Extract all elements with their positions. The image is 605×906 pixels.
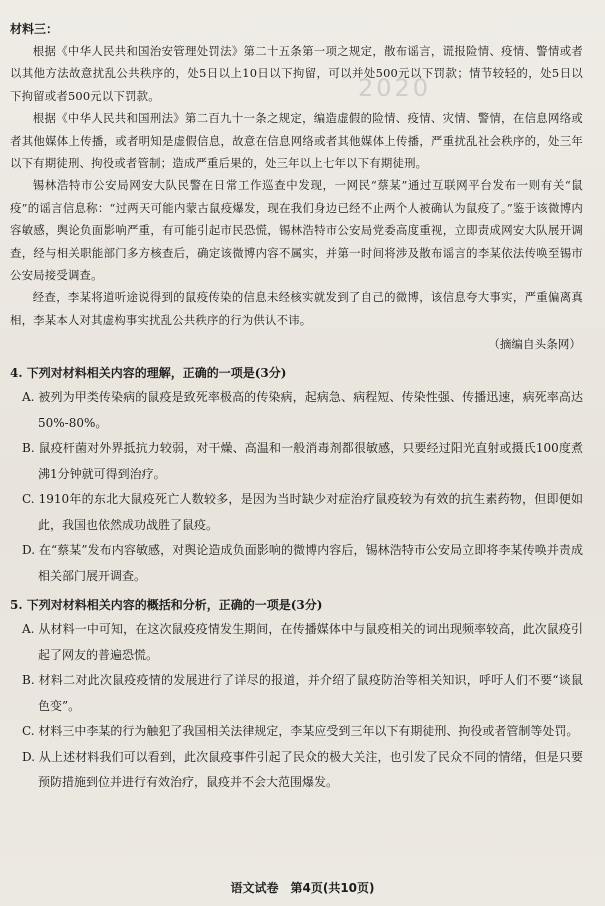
option-c: C. 1910年的东北大鼠疫死亡人数较多，是因为当时缺少对症治疗鼠疫较为有效的抗生素药物，但即便如此，我国也依然成功战胜了鼠疫。 xyxy=(22,492,583,532)
option-a: A. 从材料一中可知，在这次鼠疫疫情发生期间，在传播媒体中与鼠疫相关的词出现频率较高，此次鼠疫引起了网友的普遍恐慌。 xyxy=(22,622,583,662)
option-d: D. 在“蔡某”发布内容敏感，对舆论造成负面影响的微博内容后，锡林浩特市公安局立即将李某传唤并责成相关部门展开调查。 xyxy=(22,543,583,583)
question-stem: 4. 下列对材料相关内容的理解，正确的一项是(3分) xyxy=(10,366,287,381)
paragraph-criminal-law: 根据《中华人民共和国刑法》第二百九十一条之规定，编造虚假的险情、疫情、灾情、警情，在信息网络或者其他媒体上传播，或者明知是虚假信息，故意在信息网络或者其他媒体上传播，严重扰乱社会秩序的，处三年以下有期徒刑、拘役或者管制；造成严重后果的，处三年以上七年以下有期徒刑。 xyxy=(10,111,583,171)
option-c: C. 材料三中李某的行为触犯了我国相关法律规定，李某应受到三年以下有期徒刑、拘役或者管制等处罚。 xyxy=(22,724,579,739)
page-footer: 语文试卷 第4页(共10页) xyxy=(230,881,375,895)
source-note: （摘编自头条网） xyxy=(488,337,581,352)
material-three xyxy=(10,18,583,357)
option-a: A. 被列为甲类传染病的鼠疫是致死率极高的传染病，起病急、病程短、传染性强、传播迅速，病死率高达50%-80%。 xyxy=(22,390,583,430)
question-5 xyxy=(10,593,583,796)
material-title: 材料三： xyxy=(10,22,59,36)
paragraph-investigation: 经查，李某将道听途说得到的鼠疫传染的信息未经核实就发到了自己的微博，该信息夸大事实，严重偏离真相，李某本人对其虚构事实扰乱公共秩序的行为供认不讳。 xyxy=(10,290,583,327)
option-b: B. 材料二对此次鼠疫疫情的发展进行了详尽的报道，并介绍了鼠疫防治等相关知识，呼吁人们不要“谈鼠色变”。 xyxy=(22,673,583,713)
option-d: D. 从上述材料我们可以看到，此次鼠疫事件引起了民众的极大关注，也引发了民众不同的情绪，但是只要预防措施到位并进行有效治疗，鼠疫并不会大范围爆发。 xyxy=(22,749,583,790)
paragraph-public-security-law: 根据《中华人民共和国治安管理处罚法》第二十五条第一项之规定，散布谣言，谎报险情、疫情、警情或者以其他方法故意扰乱公共秩序的，处5日以上10日以下拘留，可以并处500元以下罚款；情节较轻的，处5日以下拘留或者500元以下罚款。 xyxy=(10,44,583,103)
paragraph-police-report: 锡林浩特市公安局网安大队民警在日常工作巡查中发现，一网民“蔡某”通过互联网平台发布一则有关“鼠疫”的谣言信息称：“过两天可能内蒙古鼠疫爆发，现在我们身边已经不止两个人被确认为鼠疫了。”鉴于该微博内容敏感，舆论负面影响严重，有可能引起市民恐慌，锡林浩特市公安局党委高度重视，立即责成网安大队展开调查，经与相关职能部门多方核查后，确定该微博内容不属实，并第一时间将涉及散布谣言的李某依法传唤至锡市公安局接受调查。 xyxy=(10,178,583,283)
option-b: B. 鼠疫杆菌对外界抵抗力较弱，对干燥、高温和一般消毒剂都很敏感，只要经过阳光直射或摄氏100度煮沸1分钟就可得到治疗。 xyxy=(22,441,583,481)
question-4 xyxy=(10,361,583,589)
question-stem: 5. 下列对材料相关内容的概括和分析，正确的一项是(3分) xyxy=(10,598,323,613)
bleed-through-text: 2020 xyxy=(358,74,432,102)
